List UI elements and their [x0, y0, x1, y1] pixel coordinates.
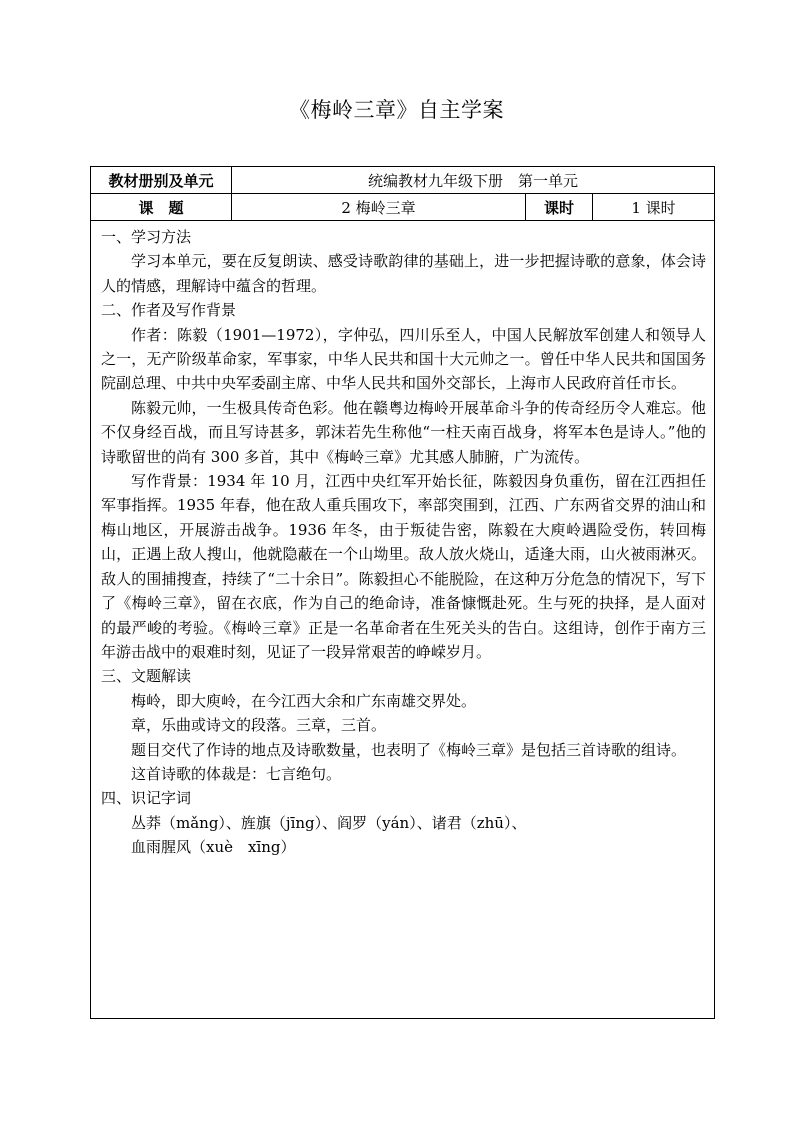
- section-heading-method: 一、学习方法: [101, 228, 192, 246]
- author-paragraph: 作者：陈毅（1901—1972），字仲弘，四川乐至人，中国人民解放军创建人和领导人之一，无产阶级革命家，军事家，中华人民共和国十大元帅之一。曾任中华人民共和国国务院副总理、中共中央军委副主席、中华人民共和国外交部长，上海市人民政府首任市长。: [101, 325, 707, 393]
- header-row-lesson: [91, 194, 715, 221]
- marshal-paragraph: 陈毅元帅，一生极具传奇色彩。他在赣粤边梅岭开展革命斗争的传奇经历令人难忘。他不仅身经百战，而且写诗甚多，郭沫若先生称他“一柱天南百战身，将军本色是诗人。”他的诗歌留世的尚有 300 多首，其中《梅岭三章》尤其感人肺腑，广为流传。: [101, 398, 707, 466]
- section-heading-vocab: 四、识记字词: [101, 789, 192, 808]
- lesson-label: 课 题: [91, 194, 232, 221]
- vocab-line-1: 丛莽（mǎng）、旌旗（jīng）、阎罗（yán）、诸君（zhū）、: [131, 813, 527, 832]
- title-paragraph-zhang: 章，乐曲或诗文的段落。三章，三首。: [131, 716, 387, 735]
- lesson-value: 2 梅岭三章: [232, 194, 526, 221]
- textbook-unit-label: 教材册别及单元: [91, 167, 232, 194]
- page-title: 《梅岭三章》自主学案: [289, 98, 504, 122]
- content-cell: [91, 221, 715, 1019]
- title-paragraph-genre: 这首诗歌的体裁是：七言绝句。: [131, 764, 342, 783]
- background-paragraph: 写作背景：1934 年 10 月，江西中央红军开始长征，陈毅因身负重伤，留在江西担任军事指挥。1935 年春，他在敌人重兵围攻下，率部突围到，江西、广东两省交界的油山和梅山地区，开展游击战争。1936 年冬，由于叛徒告密，陈毅在大庾岭遇险受伤，转回梅山，正遇上敌人搜山，他就隐蔽在一个山坳里。敌人放火烧山，适逢大雨，山火被雨淋灭。敌人的围捕搜查，持续了“二十余日”。陈毅担心不能脱险，在这种万分危急的情况下，写下了《梅岭三章》，留在衣底，作为自己的绝命诗，准备慷慨赴死。生与死的抉择，是人面对的最严峻的考验。《梅岭三章》正是一名革命者在生死关头的告白。这组诗，创作于南方三年游击战中的艰难时刻，见证了一段异常艰苦的峥嵘岁月。: [101, 472, 707, 661]
- period-label: 课时: [526, 194, 593, 221]
- header-row-textbook: [91, 167, 715, 194]
- section-heading-title: 三、文题解读: [101, 667, 192, 686]
- method-paragraph: 学习本单元，要在反复朗读、感受诗歌韵律的基础上，进一步把握诗歌的意象，体会诗人的情感，理解诗中蕴含的哲理。: [101, 252, 707, 295]
- study-plan-table: [90, 166, 715, 1019]
- vocab-line-2: 血雨腥风（xuè xīng）: [131, 838, 296, 857]
- period-value: 1 课时: [593, 194, 715, 221]
- title-paragraph-meiling: 梅岭，即大庾岭，在今江西大余和广东南雄交界处。: [131, 691, 477, 710]
- textbook-unit-value: 统编教材九年级下册 第一单元: [232, 167, 715, 194]
- section-heading-author: 二、作者及写作背景: [101, 301, 237, 320]
- title-paragraph-summary: 题目交代了作诗的地点及诗歌数量，也表明了《梅岭三章》是包括三首诗歌的组诗。: [131, 740, 687, 759]
- content-row: [91, 221, 715, 1019]
